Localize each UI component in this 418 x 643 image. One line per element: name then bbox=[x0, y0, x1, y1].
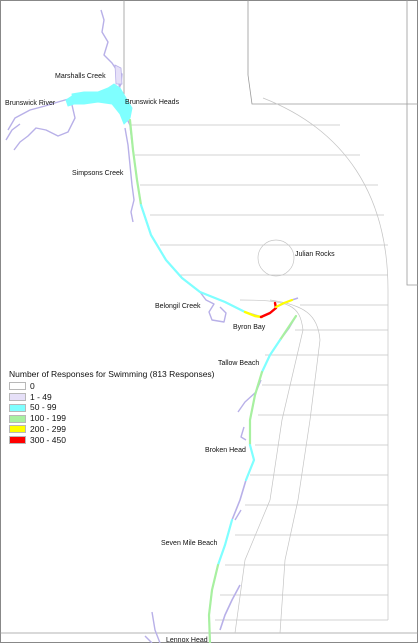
legend-label: 100 - 199 bbox=[30, 413, 66, 424]
label-belongil-creek: Belongil Creek bbox=[155, 303, 201, 310]
legend-swatch bbox=[9, 436, 26, 444]
label-tallow-beach: Tallow Beach bbox=[218, 360, 260, 367]
legend-label: 1 - 49 bbox=[30, 391, 52, 402]
marshalls-creek-water bbox=[115, 65, 122, 84]
legend-swatch bbox=[9, 404, 26, 412]
legend-title: Number of Responses for Swimming (813 Responses) bbox=[9, 369, 215, 379]
legend-label: 0 bbox=[30, 380, 35, 391]
legend-swatch bbox=[9, 393, 26, 401]
label-brunswick-river: Brunswick River bbox=[5, 100, 56, 107]
label-brunswick-heads: Brunswick Heads bbox=[125, 99, 180, 106]
label-broken-head: Broken Head bbox=[205, 447, 246, 454]
legend-item bbox=[9, 424, 215, 435]
label-seven-mile-beach: Seven Mile Beach bbox=[161, 540, 218, 547]
label-marshalls-creek: Marshalls Creek bbox=[55, 73, 106, 80]
legend-swatch bbox=[9, 425, 26, 433]
legend-item bbox=[9, 402, 215, 413]
legend-label: 50 - 99 bbox=[30, 402, 57, 413]
legend-item bbox=[9, 435, 215, 446]
legend-item bbox=[9, 381, 215, 392]
legend-label: 300 - 450 bbox=[30, 434, 66, 445]
label-byron-bay: Byron Bay bbox=[233, 324, 266, 331]
legend-swatch bbox=[9, 415, 26, 423]
label-lennox-head: Lennox Head bbox=[166, 637, 208, 643]
legend-swatch bbox=[9, 382, 26, 390]
label-julian-rocks: Julian Rocks bbox=[295, 251, 335, 258]
legend-item bbox=[9, 413, 215, 424]
legend-item bbox=[9, 392, 215, 403]
legend-label: 200 - 299 bbox=[30, 423, 66, 434]
map-legend bbox=[9, 369, 215, 446]
label-simpsons-creek: Simpsons Creek bbox=[72, 170, 124, 177]
